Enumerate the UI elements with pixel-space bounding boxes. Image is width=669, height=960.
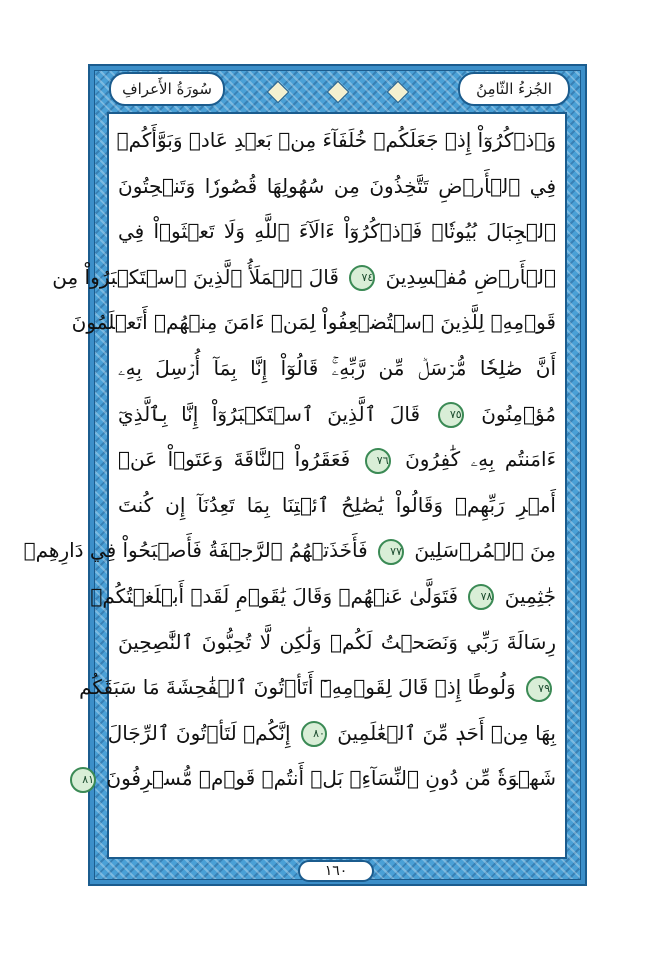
verse-text: ءَامَنتُم بِهِۦ كَٰفِرُونَ (405, 447, 556, 472)
text-line (118, 392, 556, 438)
text-line: قَوۡمِهِۦ لِلَّذِينَ ٱسۡتُضۡعِفُواْ لِمَنۡ ءَامَنَ مِنۡهُمۡ أَتَعۡلَمُونَ (71, 310, 556, 335)
quran-text-body (23, 118, 557, 848)
juz-label: الجُزءُ الثّامِنُ (476, 80, 552, 98)
verse-text: فَتَوَلَّىٰ عَنۡهُمۡ وَقَالَ يَٰقَوۡمِ لَقَدۡ أَبۡلَغۡتُكُمۡ (90, 583, 459, 608)
verse-text: فَأَخَذَتۡهُمُ ٱلرَّجۡفَةُ فَأَصۡبَحُواْ فِي دَارِهِمۡ (23, 538, 368, 563)
text-line: فِي ٱلۡأَرۡضِ تَتَّخِذُونَ مِن سُهُولِهَا قُصُورٗا وَتَنۡحِتُونَ (118, 173, 556, 198)
ayah-number-marker: ٧٦ (365, 448, 391, 474)
verse-text: شَهۡوَةٗ مِّن دُونِ ٱلنِّسَآءِۚ بَلۡ أَنتُمۡ قَوۡمٞ مُّسۡرِفُونَ (106, 766, 556, 791)
surah-label: سُورَةُ الأَعرافِ (122, 80, 212, 98)
verse-text: مِنَ ٱلۡمُرۡسَلِينَ (414, 538, 556, 563)
text-line: وَٱذۡكُرُوٓاْ إِذۡ جَعَلَكُمۡ خُلَفَآءَ مِنۢ بَعۡدِ عَادٖ وَبَوَّأَكُمۡ (116, 128, 556, 152)
text-line (82, 756, 556, 802)
text-line (79, 665, 556, 711)
text-line: رِسَالَةَ رَبِّي وَنَصَحۡتُ لَكُمۡ وَلَٰكِن لَّا تُحِبُّونَ ٱلنَّٰصِحِينَ (118, 629, 556, 654)
ayah-number-marker: ٧٨ (468, 584, 494, 610)
ayah-number-marker: ٨٠ (301, 721, 327, 747)
ayah-number-marker: ٨١ (70, 767, 96, 793)
surah-header (109, 72, 225, 106)
page-number (298, 860, 374, 882)
verse-text: فَعَقَرُواْ ٱلنَّاقَةَ وَعَتَوۡاْ عَنۡ (118, 447, 351, 472)
text-line: ٱلۡجِبَالَ بُيُوتٗاۖ فَٱذۡكُرُوٓاْ ءَالَآءَ ٱللَّهِ وَلَا تَعۡثَوۡاْ فِي (118, 219, 556, 244)
juz-header (458, 72, 570, 106)
text-line: أَمۡرِ رَبِّهِمۡ وَقَالُواْ يَٰصَٰلِحُ ٱئۡتِنَا بِمَا تَعِدُنَآ إِن كُنتَ (118, 492, 556, 517)
verse-text: قَالَ ٱلۡمَلَأُ ٱلَّذِينَ ٱسۡتَكۡبَرُواْ مِن (52, 264, 339, 289)
text-line (118, 437, 556, 483)
text-line (52, 255, 556, 301)
verse-text: قَالَ ٱلَّذِينَ ٱسۡتَكۡبَرُوٓاْ إِنَّا بِٱلَّذِيٓ (118, 401, 421, 426)
text-line (90, 574, 556, 620)
ayah-number-marker: ٧٥ (438, 402, 464, 428)
text-line (107, 711, 556, 757)
verse-text: جَٰثِمِينَ (504, 583, 556, 608)
ayah-number-marker: ٧٩ (526, 676, 552, 702)
text-line: أَنَّ صَٰلِحٗا مُّرۡسَلٞ مِّن رَّبِّهِۦۚ قَالُوٓاْ إِنَّا بِمَآ أُرۡسِلَ بِهِۦ (118, 355, 556, 380)
verse-text: وَلُوطًا إِذۡ قَالَ لِقَوۡمِهِۦٓ أَتَأۡتُونَ ٱلۡفَٰحِشَةَ مَا سَبَقَكُم (79, 675, 516, 700)
text-line (23, 528, 556, 574)
ayah-number-marker: ٧٧ (378, 539, 404, 565)
verse-text: مُؤۡمِنُونَ (481, 401, 557, 426)
ayah-number-marker: ٧٤ (349, 265, 375, 291)
verse-text: بِهَا مِنۡ أَحَدٖ مِّنَ ٱلۡعَٰلَمِينَ (337, 720, 556, 745)
verse-text: إِنَّكُمۡ لَتَأۡتُونَ ٱلرِّجَالَ (107, 720, 291, 745)
verse-text: ٱلۡأَرۡضِ مُفۡسِدِينَ (385, 264, 556, 289)
page-number-label: ١٦٠ (324, 863, 348, 879)
